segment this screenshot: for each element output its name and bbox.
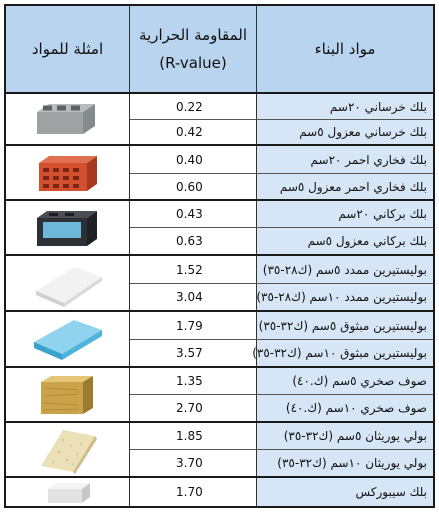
insulation-table — [4, 4, 435, 508]
red-clay-brick-image — [6, 146, 130, 199]
material-cell: بلك فخاري احمر ٢٠سم — [257, 146, 433, 173]
table-row — [130, 394, 433, 421]
material-cell: بلك سيبوركس — [257, 478, 433, 506]
material-cell: بوليستيرين مبثوق ١٠سم (ك٣٢-٣٥ — [257, 340, 433, 366]
concrete-block-image — [6, 94, 130, 144]
table-row — [130, 256, 433, 283]
table-row — [130, 227, 433, 254]
material-header: مواد البناء — [314, 40, 376, 58]
r-value-header-unit: (R-value) — [159, 54, 227, 72]
r-value-cell: 0.22 — [130, 94, 257, 119]
material-cell: بولي يوريثان ١٠سم (ك٣٢-٣٥) — [257, 450, 433, 476]
rock-wool-image — [6, 368, 130, 421]
r-value-cell: 2.70 — [130, 395, 257, 421]
material-group-rockwool — [6, 368, 433, 423]
material-group-polyurethane — [6, 423, 433, 478]
table-row — [130, 312, 433, 339]
material-cell: بلك بركاني معزول ٥سم — [257, 228, 433, 254]
material-cell: بوليستيرين ممدد ٥سم (ك٢٨-٣٥) — [257, 256, 433, 283]
r-value-cell: 1.79 — [130, 312, 257, 339]
material-cell: بوليستيرين ممدد ١٠سم (ك٢٨-٣٥) — [257, 284, 433, 310]
table-row — [130, 146, 433, 173]
table-row — [130, 173, 433, 199]
r-value-cell: 3.57 — [130, 340, 257, 366]
r-value-cell: 1.70 — [130, 478, 257, 506]
polyurethane-image — [6, 423, 130, 476]
r-value-cell: 1.85 — [130, 423, 257, 449]
material-group-volcanic — [6, 201, 433, 256]
material-cell: بوليستيرين مبثوق ٥سم (ك٣٢-٣٥) — [257, 312, 433, 339]
material-cell: بلك بركاني ٢٠سم — [257, 201, 433, 227]
table-row — [130, 339, 433, 366]
table-row — [130, 94, 433, 119]
table-row — [130, 119, 433, 144]
material-cell: صوف صخري ٥سم (ك.٤٠) — [257, 368, 433, 394]
r-value-cell: 0.40 — [130, 146, 257, 173]
table-header — [6, 6, 433, 94]
material-group-concrete — [6, 94, 433, 146]
material-cell: بولي يوريثان ٥سم (ك٣٢-٣٥) — [257, 423, 433, 449]
examples-header: امثلة للمواد — [6, 6, 130, 92]
table-row — [130, 283, 433, 310]
r-value-cell: 3.04 — [130, 284, 257, 310]
material-cell: بلك خرساني ٢٠سم — [257, 94, 433, 119]
r-value-cell: 3.70 — [130, 450, 257, 476]
r-value-header-title: المقاومة الحرارية — [139, 26, 247, 44]
material-cell: بلك فخاري احمر معزول ٥سم — [257, 174, 433, 199]
volcanic-block-image — [6, 201, 130, 254]
material-cell: صوف صخري ١٠سم (ك.٤٠) — [257, 395, 433, 421]
table-row — [130, 478, 433, 506]
material-group-eps — [6, 256, 433, 312]
r-value-cell: 0.60 — [130, 174, 257, 199]
material-group-xps — [6, 312, 433, 368]
table-row — [130, 449, 433, 476]
r-value-cell: 0.43 — [130, 201, 257, 227]
table-row — [130, 368, 433, 394]
r-value-cell: 1.35 — [130, 368, 257, 394]
material-group-siporex — [6, 478, 433, 506]
siporex-block-image — [6, 478, 130, 506]
material-group-clay — [6, 146, 433, 201]
extruded-polystyrene-image — [6, 312, 130, 366]
table-row — [130, 201, 433, 227]
r-value-header — [130, 6, 257, 92]
r-value-cell: 0.42 — [130, 120, 257, 144]
expanded-polystyrene-image — [6, 256, 130, 310]
r-value-cell: 0.63 — [130, 228, 257, 254]
table-row — [130, 423, 433, 449]
r-value-cell: 1.52 — [130, 256, 257, 283]
material-cell: بلك خرساني معزول ٥سم — [257, 120, 433, 144]
